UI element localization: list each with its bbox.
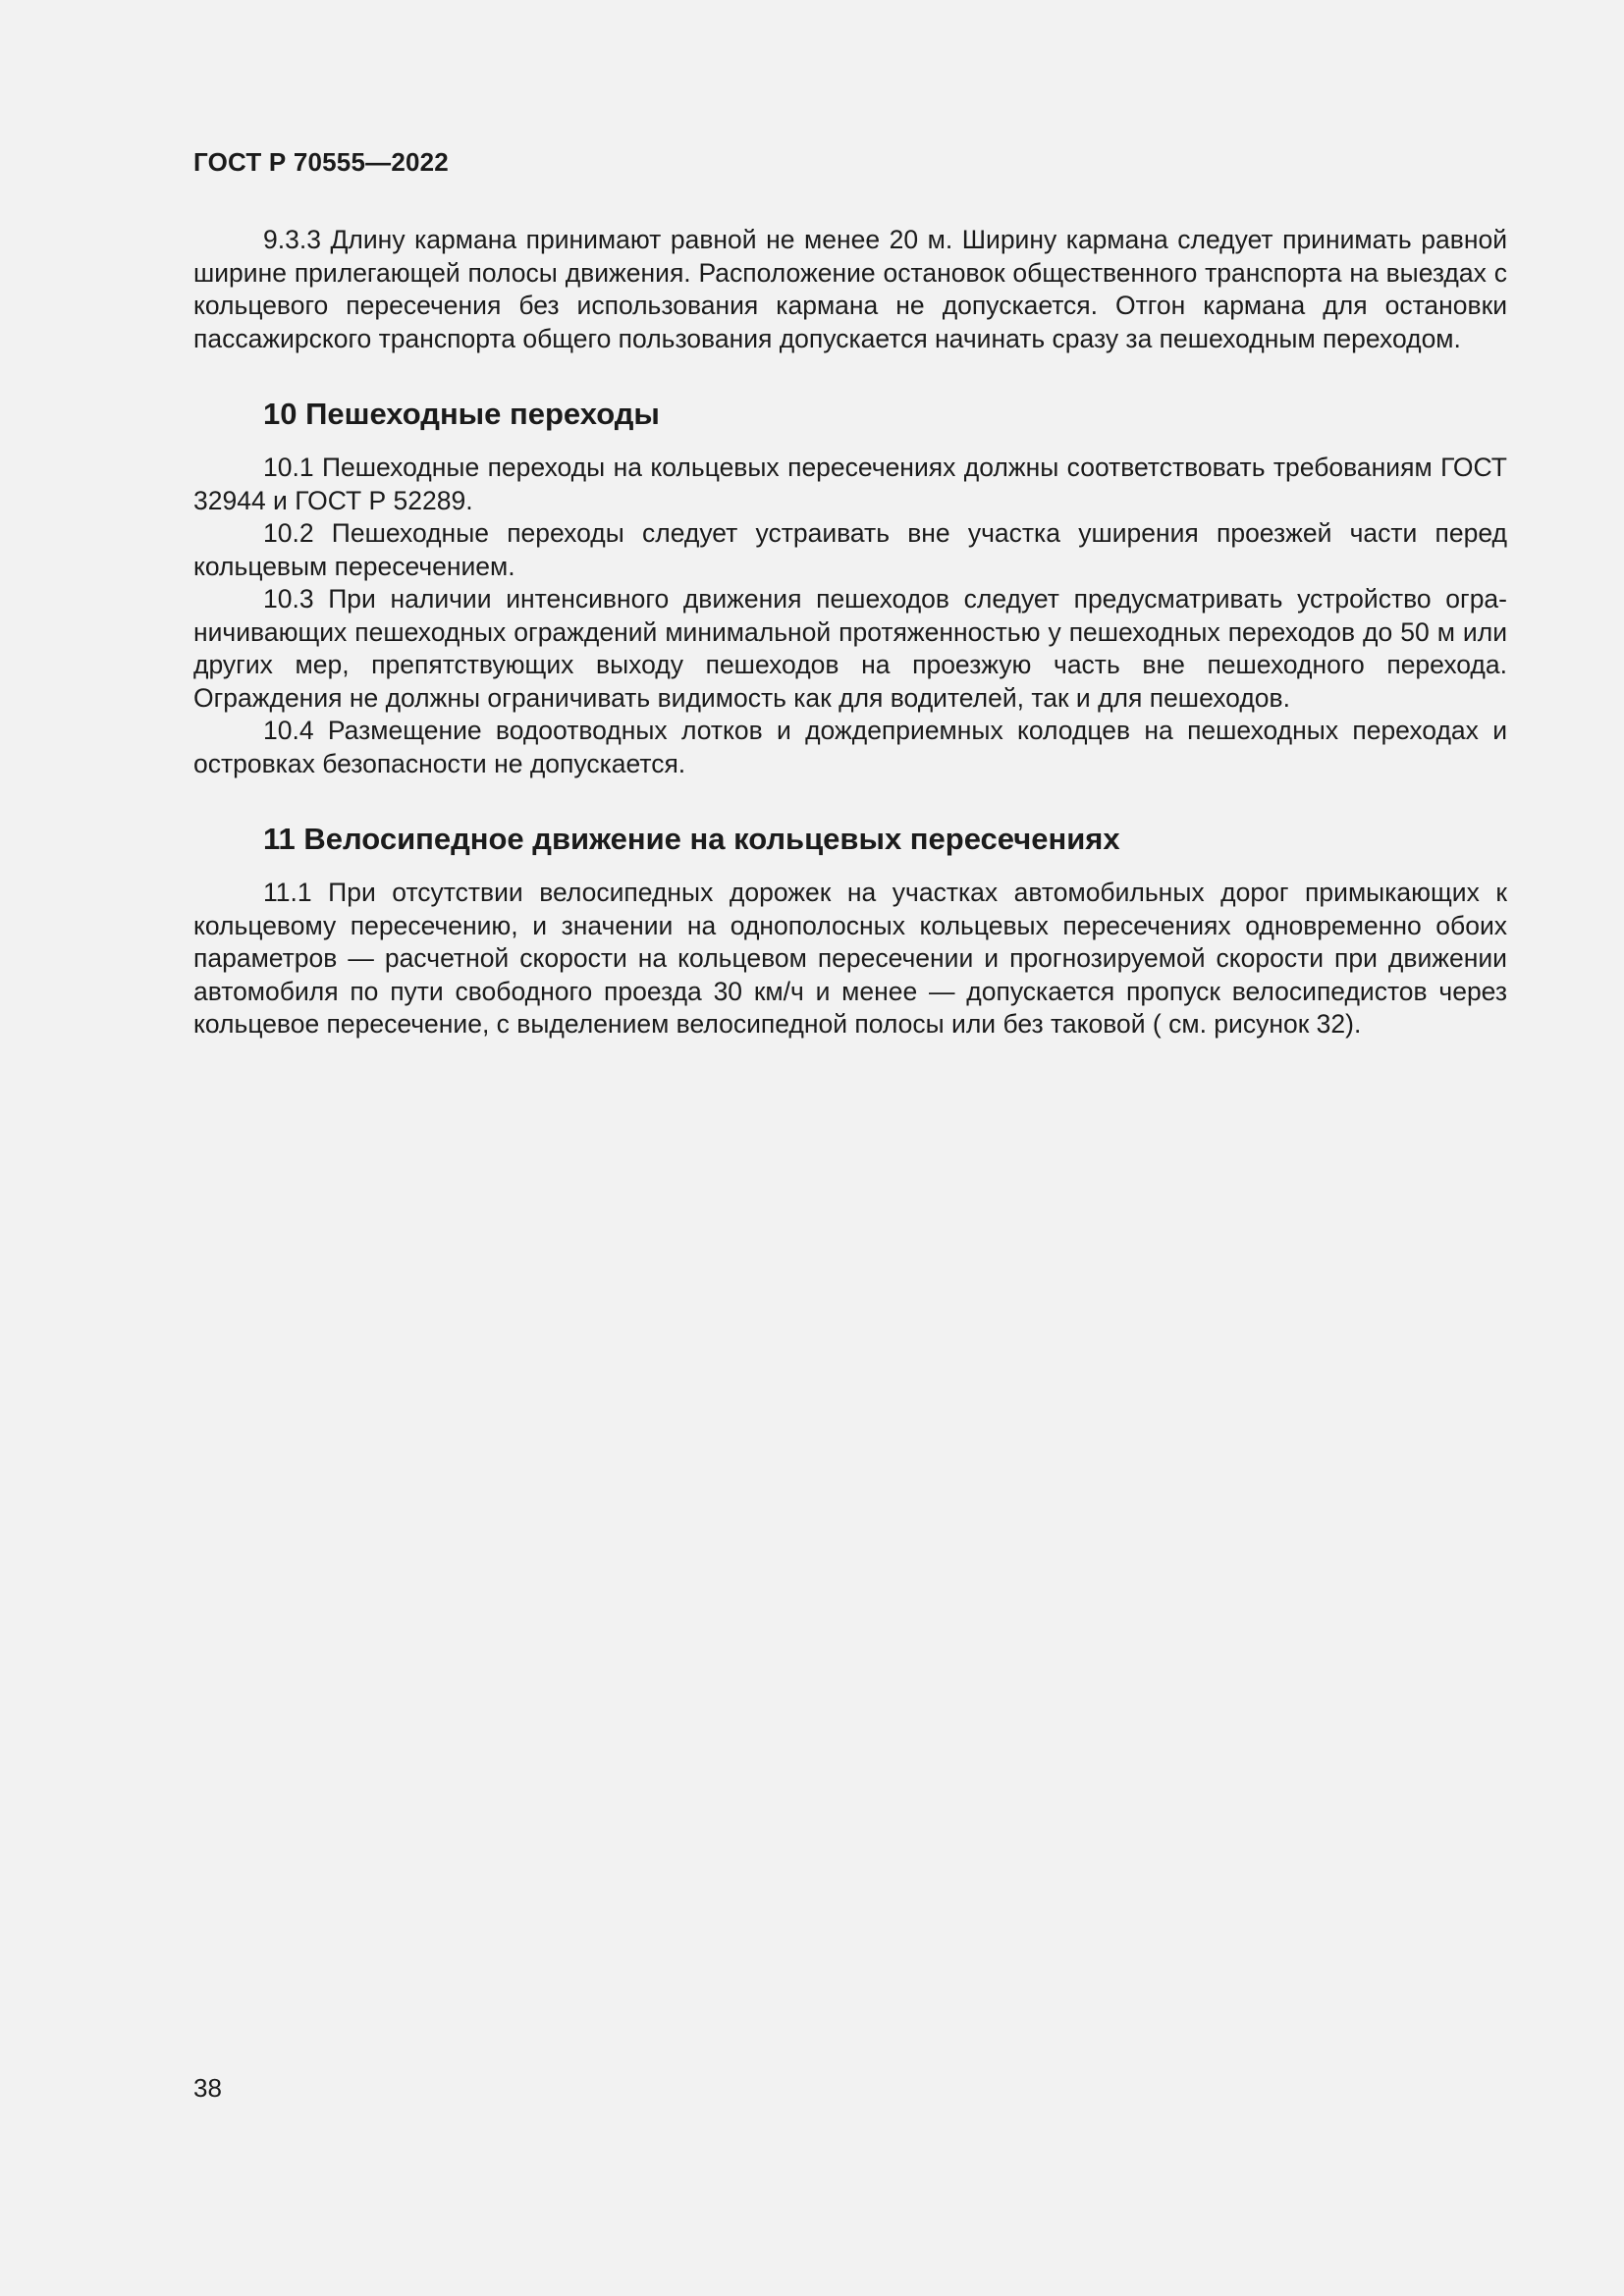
page-number: 38: [193, 2073, 222, 2103]
paragraph-10-1: 10.1 Пешеходные переходы на кольцевых пересечениях должны соответствовать требованиям ГОСТ 32944 и ГОСТ Р 52289.: [193, 453, 1507, 515]
document-body: [193, 224, 1507, 1041]
paragraph-9-3-3: 9.3.3 Длину кармана принимают равной не менее 20 м. Ширину кармана следует принимать равной ширине прилегающей полосы движения. Расположение остановок общественного транспорта на выездах с кольцевого пересечения без использования кармана не допускается. Отгон кармана для остановки пассажирского транспорта общего пользования допускается начинать сразу за пешеходным переходом.: [193, 225, 1507, 353]
section-heading-11: 11 Велосипедное движение на кольцевых пересечениях: [263, 822, 1120, 856]
paragraph-10-2: 10.2 Пешеходные переходы следует устраивать вне участка уширения проезжей части перед кольцевым пересечением.: [193, 518, 1507, 581]
document-header: ГОСТ Р 70555—2022: [193, 147, 449, 177]
paragraph-11-1: 11.1 При отсутствии велосипедных дорожек на участках автомобильных дорог примыкающих к кольцевому пересечению, и значении на однополосных кольцевых пересечениях одновременно обоих параметров — расчетной скорости на кольцевом пересечении и прогнозируемой скорости при движении автомобиля по пути свободного проезда 30 км/ч и менее — допускается пропуск велосипедистов через кольцевое пересечение, с выделением велосипедной полосы или без таковой ( см. рисунок 32).: [193, 878, 1507, 1039]
section-heading-10: 10 Пешеходные переходы: [263, 397, 660, 431]
paragraph-10-3: 10.3 При наличии интенсивного движения пешеходов следует предусматривать устройство ограничивающих пешеходных ограждений минимальной протяженностью у пешеходных переходов до 50 м или других мер, препятствующих выходу пешеходов на проезжую часть вне пешеходного перехода. Ограждения не должны ограничивать видимость как для водителей, так и для пешеходов.: [193, 584, 1507, 713]
paragraph-10-4: 10.4 Размещение водоотводных лотков и дождеприемных колодцев на пешеходных переходах и островках безопасности не допускается.: [193, 716, 1507, 778]
